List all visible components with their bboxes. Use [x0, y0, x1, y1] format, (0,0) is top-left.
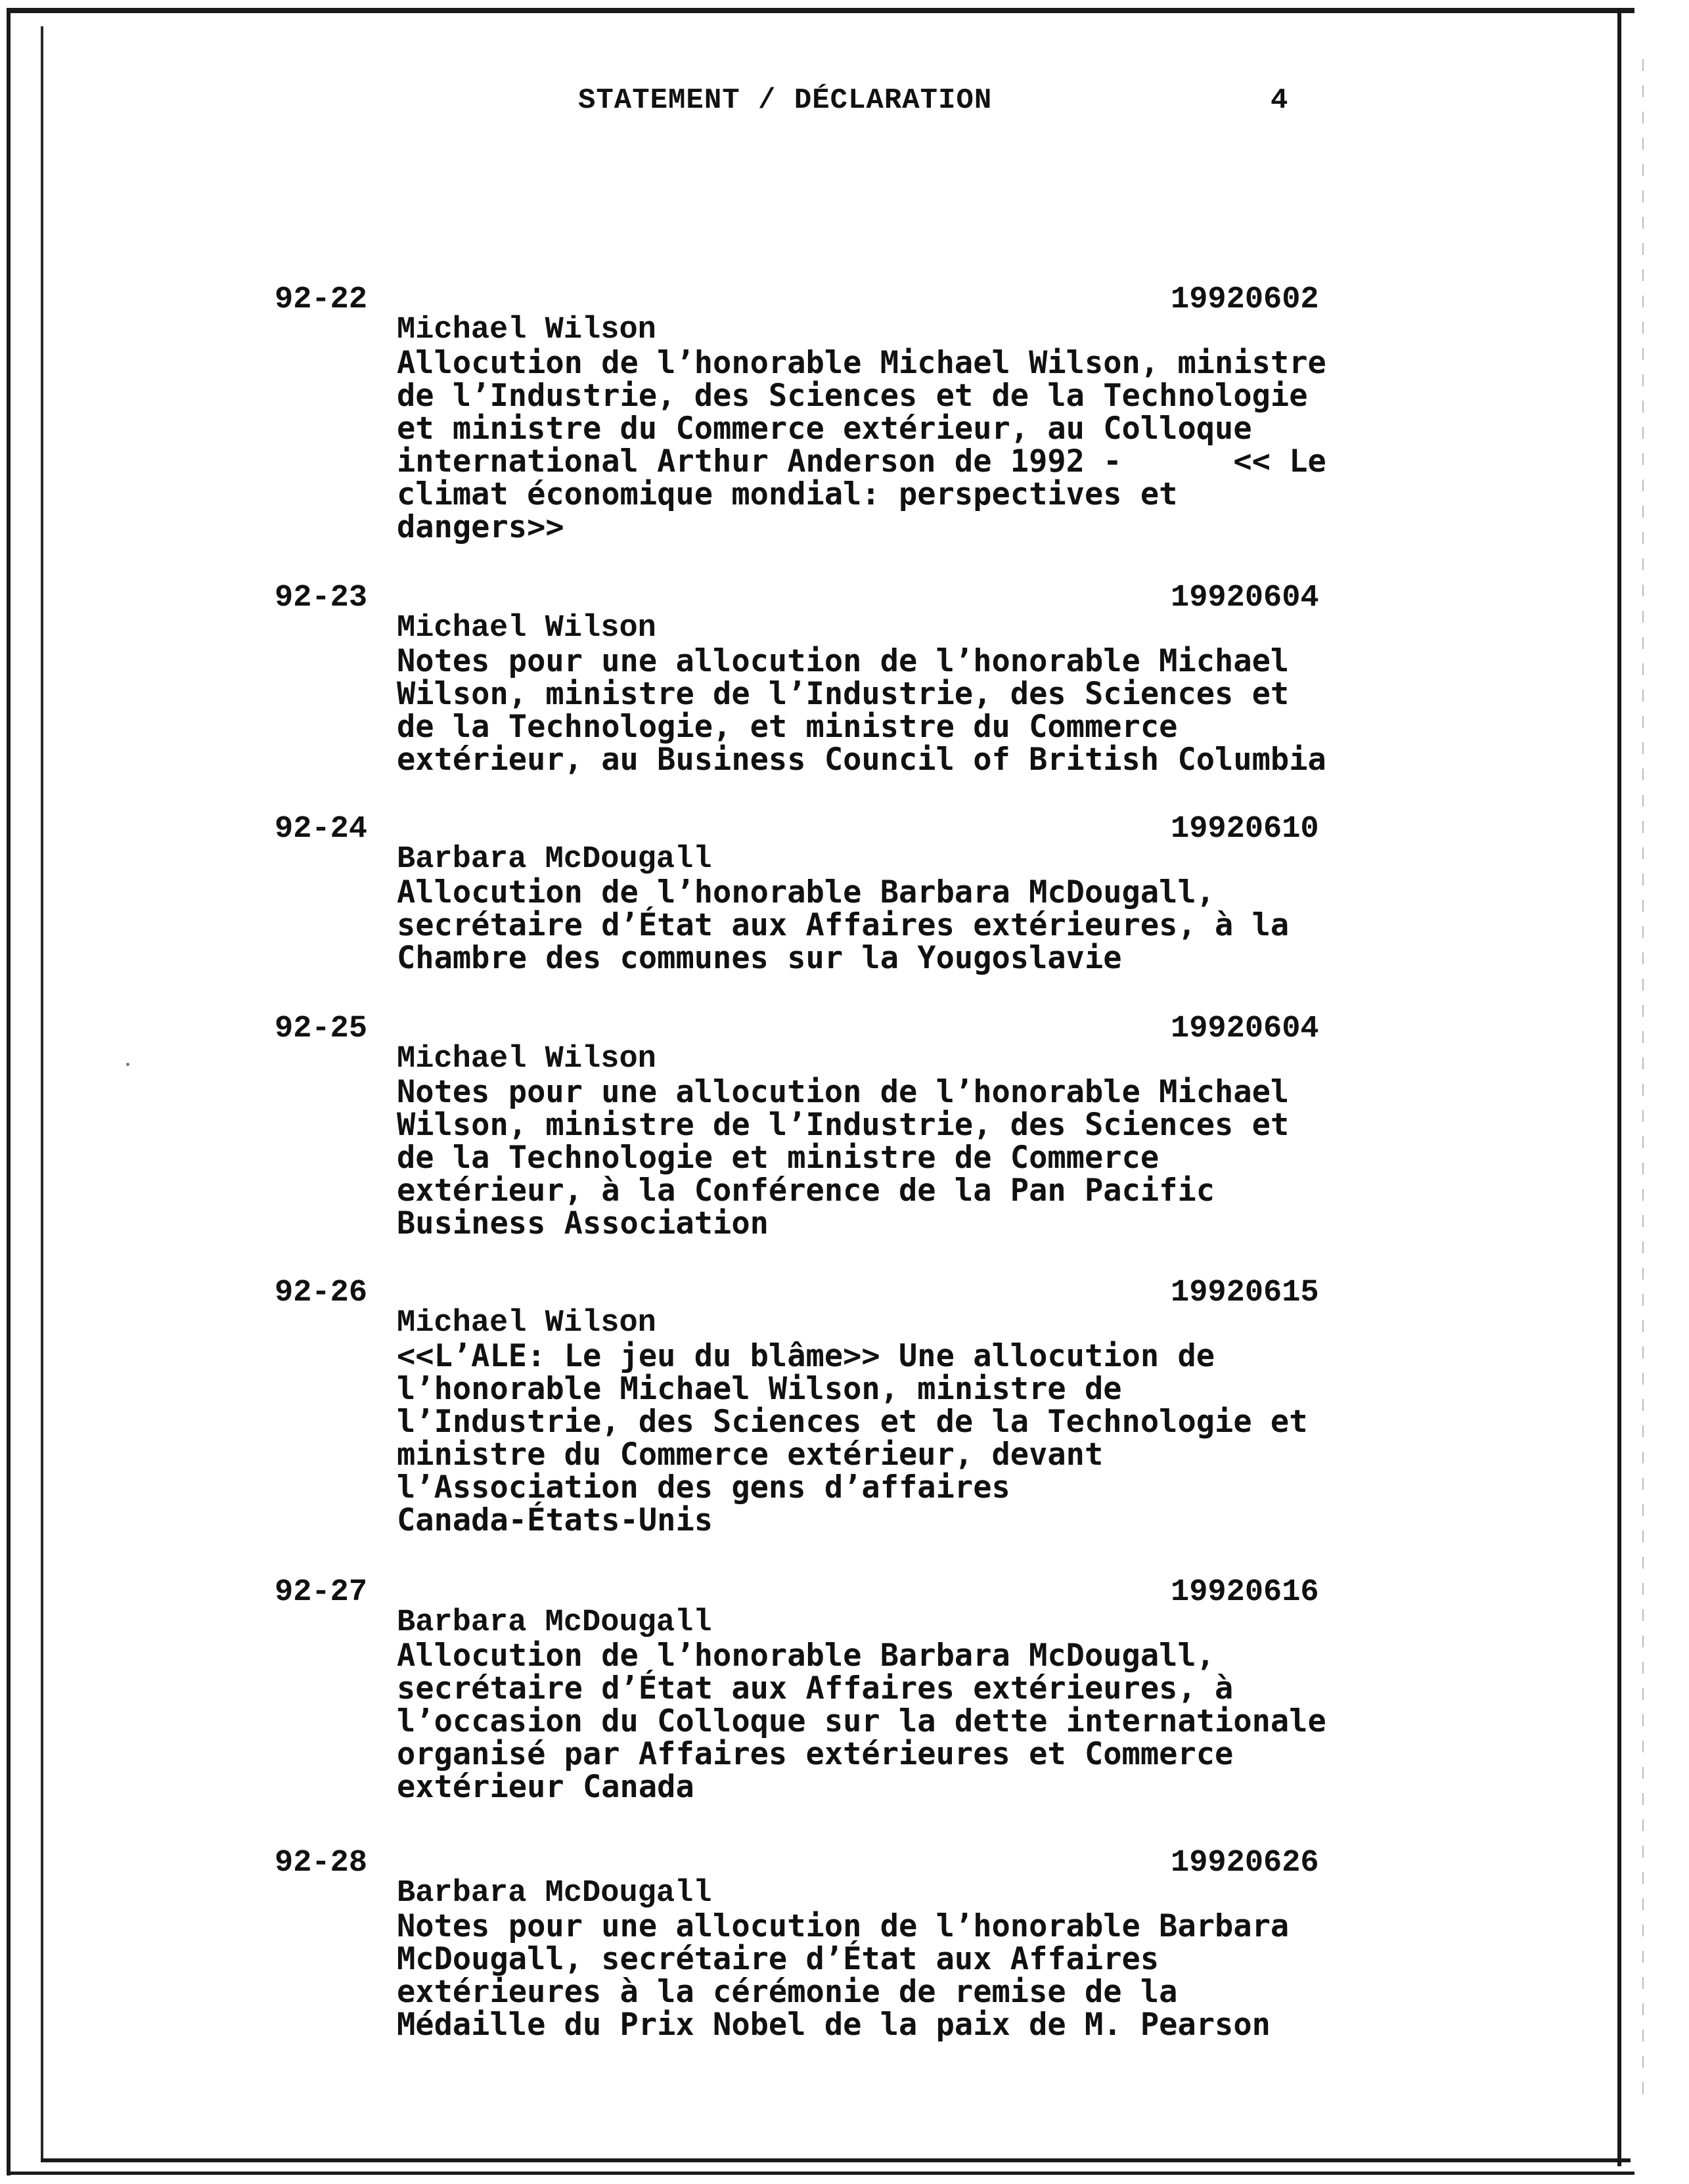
statement-number: 92-24	[275, 812, 368, 847]
page-border-bottom	[41, 2158, 1631, 2162]
statement-author: Barbara McDougall	[397, 842, 712, 877]
statement-title: Notes pour une allocution de l’honorable Barbara McDougall, secrétaire d’État aux Affaires extérieures à la cérémonie de remise de la Médaille du Prix Nobel de la paix de M. Pearson	[397, 1908, 1290, 2043]
statement-date: 19920602	[1171, 282, 1319, 317]
statement-title: Notes pour une allocution de l’honorable Michael Wilson, ministre de l’Industrie, des Sciences et de la Technologie et ministre de Commerce extérieur, à la Conférence de la Pan Pacific Business Association	[397, 1074, 1290, 1241]
statement-number: 92-23	[275, 581, 368, 615]
page-border-bottom-outer	[7, 2172, 1634, 2175]
page-border-top	[7, 8, 1634, 13]
page-number: 4	[1271, 84, 1289, 117]
page-header	[0, 84, 1689, 123]
statement-number: 92-22	[275, 282, 368, 317]
statement-author: Michael Wilson	[397, 1306, 656, 1341]
statement-date: 19920616	[1171, 1575, 1319, 1610]
statement-author: Michael Wilson	[397, 1042, 656, 1077]
statement-title: Notes pour une allocution de l’honorable Michael Wilson, ministre de l’Industrie, des Sciences et de la Technologie, et ministre du Commerce extérieur, au Business Council of British Columbia	[397, 643, 1326, 778]
statement-date: 19920610	[1171, 812, 1319, 847]
statement-author: Michael Wilson	[397, 611, 656, 646]
statement-title: Allocution de l’honorable Michael Wilson, ministre de l’Industrie, des Sciences et de la Technologie et ministre du Commerce extérieur, au Colloque international Arthur Anderson de 1992 - << Le climat économique mondial: perspectives et dangers>>	[397, 345, 1326, 545]
statement-number: 92-25	[275, 1012, 368, 1046]
statement-date: 19920615	[1171, 1276, 1319, 1310]
statement-date: 19920604	[1171, 1012, 1319, 1046]
statement-title: Allocution de l’honorable Barbara McDougall, secrétaire d’État aux Affaires extérieures, à l’occasion du Colloque sur la dette internationale organisé par Affaires extérieures et Commerce extérieur Canada	[397, 1638, 1326, 1805]
statement-title: Allocution de l’honorable Barbara McDougall, secrétaire d’État aux Affaires extérieures, à la Chambre des communes sur la Yougoslavie	[397, 874, 1290, 976]
statement-date: 19920604	[1171, 581, 1319, 615]
statement-author: Michael Wilson	[397, 313, 656, 347]
statement-author: Barbara McDougall	[397, 1876, 712, 1911]
statement-number: 92-26	[275, 1276, 368, 1310]
statement-author: Barbara McDougall	[397, 1605, 712, 1640]
scan-speck	[126, 1063, 129, 1066]
statement-number: 92-27	[275, 1575, 368, 1610]
page-border-left-outer	[7, 8, 11, 2175]
page-border-right-faint	[1642, 59, 1644, 2095]
statement-date: 19920626	[1171, 1846, 1319, 1881]
statement-number: 92-28	[275, 1846, 368, 1881]
statement-title: <<L’ALE: Le jeu du blâme>> Une allocution de l’honorable Michael Wilson, ministre de l’Industrie, des Sciences et de la Technologie et ministre du Commerce extérieur, devant l’Association des gens d’affaires Canada-États-Unis	[397, 1338, 1308, 1538]
page-border-right	[1617, 13, 1634, 2166]
page-border-left-inner	[41, 26, 43, 2161]
page-title: STATEMENT / DÉCLARATION	[578, 84, 993, 117]
